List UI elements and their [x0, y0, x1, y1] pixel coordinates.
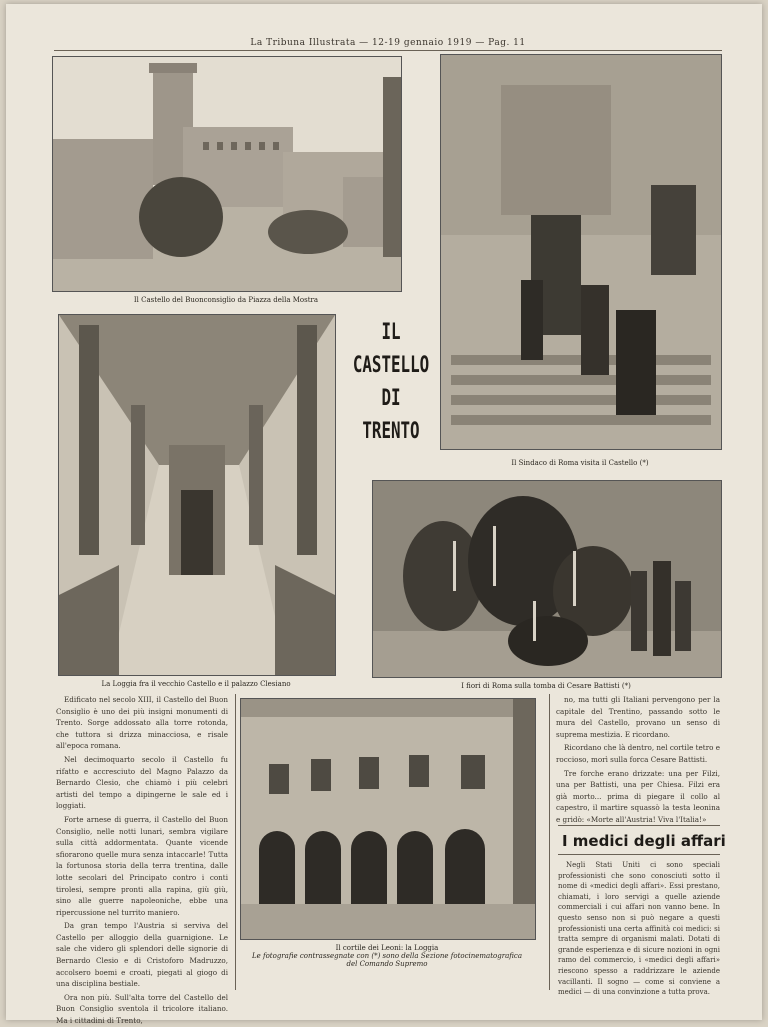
caption-courtyard-note-2: del Comando Supremo [346, 960, 428, 968]
section-rule-top [558, 825, 720, 826]
title-line-2: CASTELLO [352, 353, 430, 378]
caption-mayor-visit: Il Sindaco di Roma visita il Castello (*) [511, 459, 649, 467]
caption-courtyard-note-1: Le fotografie contrassegnate con (*) sono della Sezione fotocinematografica [251, 952, 523, 960]
section-body-text: Negli Stati Uniti ci sono speciali professionisti che sono conosciuti sotto il nome di «medici degli affari». Essi prestano, chiamati, i loro servigi a quelle aziende commerciali i cui affari non vanno bene. In questo senso non si può negare a questi professionisti una certa affinità coi medici: si tratta sempre di organismi malati. Dotati di grande esperienza e di sicure nozioni in ogni ramo del commercio, i «medici degli affari» riescono spesso a raddrizzare le aziende vacillanti. Il sogno — come si conviene a medici — di una convinzione a tutta prova. [558, 861, 720, 997]
photo-castle [52, 56, 402, 292]
title-line-3: DI [381, 386, 401, 411]
left-paragraph-5: Ora non più. Sull'alta torre del Castello del Buon Consiglio sventola il tricolore italiano. Ma i cittadini di Trento, [56, 992, 228, 1026]
page-header: La Tribuna Illustrata — 12-19 gennaio 1919 — Pag. 11 [54, 38, 722, 51]
caption-courtyard-title: Il cortile dei Leoni: la Loggia [335, 944, 439, 952]
photo-courtyard [240, 698, 536, 940]
section-rule-bottom [558, 854, 720, 855]
caption-courtyard [234, 944, 540, 968]
left-paragraph-3: Forte arnese di guerra, il Castello del Buon Consiglio, nelle notti lunari, sembra vigilare sulla città addormentata. Quante vicende sfiorarono quelle mura senza intaccarle! Tutta la fortunosa storia della terra trentina, dalle lotte secolari del Principato contro i conti tirolesi, sempre pronti alla rapina, giù giù, sino alle guerre napoleoniche, ebbe una ripercussione nel turrito maniero. [56, 814, 228, 917]
right-paragraph-2: Ricordano che là dentro, nel cortile tetro e roccioso, morì sulla forca Cesare Battisti. [556, 743, 721, 764]
right-paragraph-3: Tre forche erano drizzate: una per Filzi, una per Battisti, una per Chiesa. Filzi era già morto... prima di piegare il collo al capestro, il martire squassò la testa leonina e gridò: «Morte all'Austria! Viva l'Italia!» [556, 768, 720, 824]
title-line-1: IL [381, 320, 401, 345]
caption-loggia: La Loggia fra il vecchio Castello e il palazzo Clesiano [101, 680, 291, 688]
photo-mayor-visit [440, 54, 722, 450]
article-title [351, 316, 430, 448]
left-paragraph-1: Edificato nel secolo XIII, il Castello del Buon Consiglio è uno dei più insigni monumenti di Trento. Sorge addossato alla torre rotonda, che tuttora si drizza minacciosa, e risale all'epoca romana. [56, 695, 228, 751]
caption-flowers-tomb: I fiori di Roma sulla tomba di Cesare Battisti (*) [461, 682, 631, 690]
column-divider-right [549, 694, 550, 990]
title-line-4: TRENTO [362, 419, 420, 444]
newspaper-page [6, 4, 762, 1026]
photo-flowers-tomb [372, 480, 722, 678]
caption-castle: Il Castello del Buonconsiglio da Piazza della Mostra [133, 296, 319, 304]
left-paragraph-2: Nel decimoquarto secolo il Castello fu rifatto e accresciuto del Magno Palazzo da Bernardo Clesio, che chiamò i più celebri artisti del tempo a dipingerne le sale ed i loggiati. [56, 754, 228, 811]
left-text-column [56, 694, 228, 1026]
photo-loggia [58, 314, 336, 676]
right-text-column [556, 694, 721, 824]
column-divider-left [235, 694, 236, 990]
right-paragraph-1: no, ma tutti gli Italiani pervengono per la capitale del Trentino, passando sotto le mura del Castello, provano un senso di suprema mestizia. E ricordano. [556, 695, 720, 739]
section-body [558, 860, 720, 997]
left-paragraph-4: Da gran tempo l'Austria si serviva del Castello per alloggio della guarnigione. Le sale che videro gli splendori delle signorie di Bernardo Clesio e di Cristoforo Madruzzo, accolsero boemi e croati, piegati al giogo di una disciplina bestiale. [56, 921, 228, 989]
section-title: I medici degli affari [562, 832, 726, 850]
